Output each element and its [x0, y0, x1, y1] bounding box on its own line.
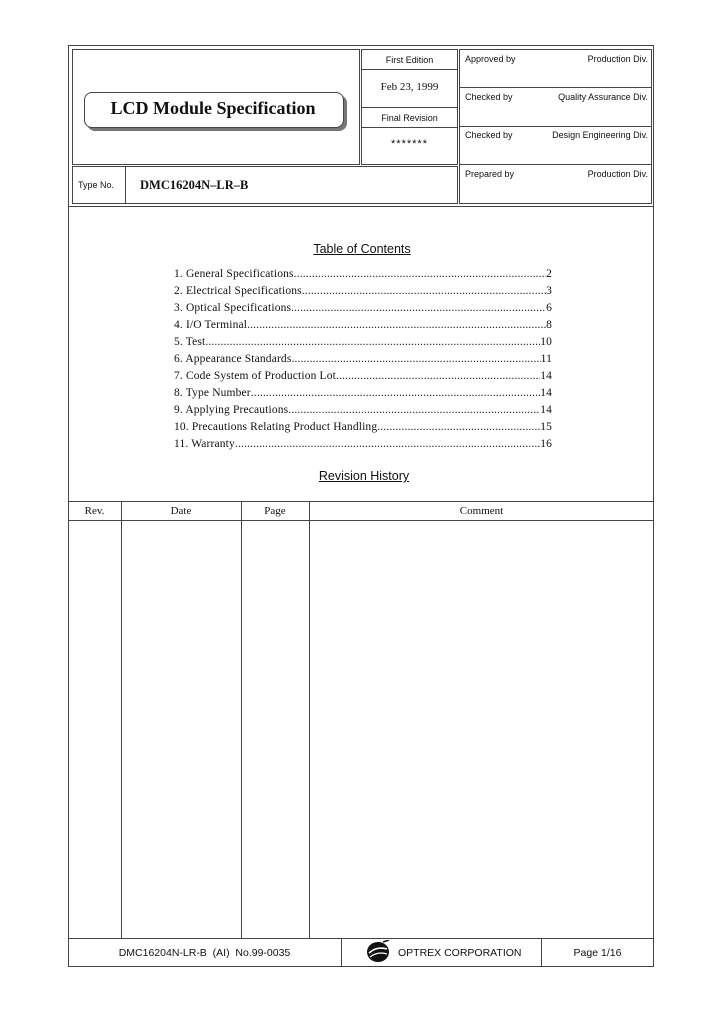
optrex-logo-icon: [365, 940, 391, 964]
toc-entry: 11. Warranty ..... 16: [174, 438, 552, 455]
toc-entry: 7. Code System of Production Lot ..... 14: [174, 370, 552, 387]
type-no-box: [72, 166, 458, 204]
col-header-comment: Comment: [459, 505, 504, 517]
first-edition-label: First Edition: [385, 55, 434, 65]
approval-division: Production Div.: [587, 169, 648, 179]
footer-page: Page 1/16: [573, 947, 622, 959]
final-revision-value: *******: [391, 138, 428, 150]
col-header-date: Date: [170, 505, 192, 517]
col-header-rev: Rev.: [84, 505, 105, 517]
approval-division: Quality Assurance Div.: [558, 92, 648, 102]
toc-entry: 6. Appearance Standards ..... 11: [174, 353, 552, 370]
toc-entry: 4. I/O Terminal ..... 8: [174, 319, 552, 336]
toc-entry: 9. Applying Precautions ..... 14: [174, 404, 552, 421]
approval-role: Checked by: [465, 130, 513, 140]
toc-entry: 1. General Specifications ..... 2: [174, 268, 552, 285]
footer-doc-id: DMC16204N-LR-B (AI) No.99-0035: [118, 947, 291, 959]
first-edition-date: Feb 23, 1999: [380, 81, 439, 93]
document-title: LCD Module Specification: [110, 98, 316, 118]
approval-role: Prepared by: [465, 169, 515, 179]
footer-company: OPTREX CORPORATION: [398, 947, 522, 959]
approval-role: Checked by: [465, 92, 513, 102]
toc-heading: Table of Contents: [313, 242, 411, 256]
toc-entry: 2. Electrical Specifications ..... 3: [174, 285, 552, 302]
toc-entry: 8. Type Number ..... 14: [174, 387, 552, 404]
final-revision-label: Final Revision: [381, 113, 438, 123]
col-header-page: Page: [264, 505, 286, 517]
toc-entry: 10. Precautions Relating Product Handling ..... 15: [174, 421, 552, 438]
approval-division: Design Engineering Div.: [552, 130, 648, 140]
revision-history-heading: Revision History: [318, 469, 410, 483]
toc-entry: 5. Test ..... 10: [174, 336, 552, 353]
type-no-label: Type No.: [78, 180, 115, 190]
approval-division: Production Div.: [587, 54, 648, 64]
toc-entry: 3. Optical Specifications ..... 6: [174, 302, 552, 319]
approval-role: Approved by: [465, 54, 516, 64]
type-no-value: DMC16204N–LR–B: [140, 178, 249, 192]
